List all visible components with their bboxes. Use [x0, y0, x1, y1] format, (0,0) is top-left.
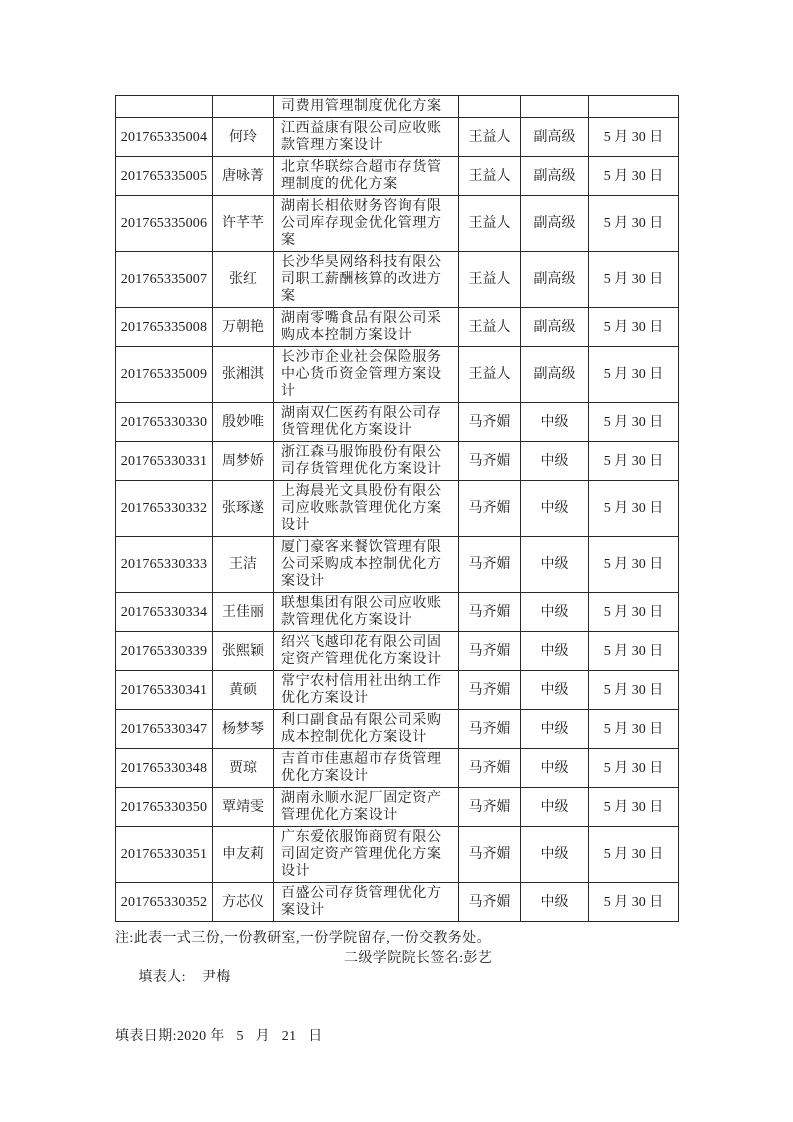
- cell-student-id: 201765335004: [116, 118, 213, 157]
- table-row: [116, 749, 679, 788]
- cell-assign-date: 5 月 30 日: [589, 883, 679, 922]
- cell-student-id: 201765330348: [116, 749, 213, 788]
- table-row: [116, 252, 679, 308]
- cell-student-id: 201765330333: [116, 537, 213, 593]
- cell-student-name: 周梦娇: [213, 442, 274, 481]
- cell-advisor-name: 王益人: [459, 196, 521, 252]
- dean-name: 彭艺: [463, 950, 493, 966]
- cell-thesis-title: 浙江森马服饰股份有限公司存货管理优化方案设计: [274, 442, 459, 481]
- cell-assign-date: 5 月 30 日: [589, 827, 679, 883]
- cell-student-name: 张红: [213, 252, 274, 308]
- cell-student-id: [116, 96, 213, 118]
- footer-notes: [115, 929, 681, 1046]
- cell-student-name: 王佳丽: [213, 593, 274, 632]
- cell-advisor-name: 马齐媚: [459, 442, 521, 481]
- cell-thesis-title: 厦门豪客来餐饮管理有限公司采购成本控制优化方案设计: [274, 537, 459, 593]
- cell-advisor-name: 王益人: [459, 252, 521, 308]
- table-row: [116, 593, 679, 632]
- filler-line: [115, 949, 681, 1027]
- cell-advisor-name: 马齐媚: [459, 403, 521, 442]
- thesis-table-body: [116, 96, 679, 922]
- cell-thesis-title: 利口副食品有限公司采购成本控制优化方案设计: [274, 710, 459, 749]
- cell-assign-date: 5 月 30 日: [589, 157, 679, 196]
- cell-assign-date: 5 月 30 日: [589, 403, 679, 442]
- table-row: [116, 96, 679, 118]
- table-row: [116, 671, 679, 710]
- cell-student-name: 王洁: [213, 537, 274, 593]
- cell-student-name: 许芊芊: [213, 196, 274, 252]
- cell-advisor-name: 马齐媚: [459, 710, 521, 749]
- cell-thesis-title: 联想集团有限公司应收账款管理优化方案设计: [274, 593, 459, 632]
- cell-advisor-level: 中级: [521, 671, 589, 710]
- cell-thesis-title: 广东爱依服饰商贸有限公司固定资产管理优化方案设计: [274, 827, 459, 883]
- cell-advisor-name: 王益人: [459, 308, 521, 347]
- cell-advisor-level: 中级: [521, 403, 589, 442]
- cell-advisor-name: 马齐媚: [459, 481, 521, 537]
- cell-thesis-title: 长沙市企业社会保险服务中心货币资金管理方案设计: [274, 347, 459, 403]
- cell-advisor-level: [521, 96, 589, 118]
- cell-assign-date: 5 月 30 日: [589, 481, 679, 537]
- cell-student-id: 201765335009: [116, 347, 213, 403]
- cell-advisor-level: 中级: [521, 442, 589, 481]
- table-row: [116, 827, 679, 883]
- table-row: [116, 788, 679, 827]
- cell-advisor-level: 副高级: [521, 252, 589, 308]
- filler-name: 尹梅: [201, 970, 231, 985]
- cell-student-id: 201765330351: [116, 827, 213, 883]
- cell-advisor-level: 中级: [521, 827, 589, 883]
- cell-assign-date: 5 月 30 日: [589, 710, 679, 749]
- cell-advisor-level: 中级: [521, 883, 589, 922]
- cell-thesis-title: 湖南永顺水泥厂固定资产管理优化方案设计: [274, 788, 459, 827]
- cell-assign-date: 5 月 30 日: [589, 537, 679, 593]
- cell-student-name: 贾琼: [213, 749, 274, 788]
- cell-thesis-title: 百盛公司存货管理优化方案设计: [274, 883, 459, 922]
- table-row: [116, 118, 679, 157]
- cell-advisor-level: 副高级: [521, 196, 589, 252]
- cell-thesis-title: 常宁农村信用社出纳工作优化方案设计: [274, 671, 459, 710]
- cell-advisor-name: 马齐媚: [459, 827, 521, 883]
- cell-advisor-name: 马齐媚: [459, 749, 521, 788]
- dean-label: 二级学院院长签名:: [344, 950, 464, 966]
- note-text: 注:此表一式三份,一份教研室,一份学院留存,一份交教务处。: [115, 931, 491, 946]
- cell-advisor-level: 中级: [521, 537, 589, 593]
- cell-student-name: [213, 96, 274, 118]
- cell-student-id: 201765330339: [116, 632, 213, 671]
- cell-assign-date: 5 月 30 日: [589, 118, 679, 157]
- cell-advisor-name: 马齐媚: [459, 593, 521, 632]
- cell-student-id: 201765330352: [116, 883, 213, 922]
- cell-advisor-name: [459, 96, 521, 118]
- fill-date-line: 填表日期:2020 年 5 月 21 日: [115, 1028, 323, 1044]
- cell-assign-date: 5 月 30 日: [589, 442, 679, 481]
- cell-advisor-name: 马齐媚: [459, 883, 521, 922]
- table-row: [116, 308, 679, 347]
- cell-student-id: 201765330341: [116, 671, 213, 710]
- cell-student-name: 黄硕: [213, 671, 274, 710]
- cell-advisor-level: 副高级: [521, 157, 589, 196]
- cell-student-id: 201765335006: [116, 196, 213, 252]
- cell-thesis-title: 长沙华昊网络科技有限公司职工薪酬核算的改进方案: [274, 252, 459, 308]
- cell-assign-date: 5 月 30 日: [589, 632, 679, 671]
- cell-student-name: 申友莉: [213, 827, 274, 883]
- cell-student-name: 方芯仪: [213, 883, 274, 922]
- cell-advisor-name: 马齐媚: [459, 671, 521, 710]
- cell-student-name: 唐咏菁: [213, 157, 274, 196]
- cell-student-id: 201765330334: [116, 593, 213, 632]
- cell-student-id: 201765330331: [116, 442, 213, 481]
- cell-student-name: 殷妙唯: [213, 403, 274, 442]
- cell-student-id: 201765330332: [116, 481, 213, 537]
- cell-advisor-level: 副高级: [521, 347, 589, 403]
- table-row: [116, 442, 679, 481]
- cell-student-name: 何玲: [213, 118, 274, 157]
- table-row: [116, 537, 679, 593]
- cell-thesis-title: 绍兴飞越印花有限公司固定资产管理优化方案设计: [274, 632, 459, 671]
- cell-student-name: 张琢遂: [213, 481, 274, 537]
- cell-thesis-title: 湖南双仁医药有限公司存货管理优化方案设计: [274, 403, 459, 442]
- cell-assign-date: 5 月 30 日: [589, 196, 679, 252]
- thesis-assignment-table: [115, 95, 679, 922]
- cell-thesis-title: 湖南零嘴食品有限公司采购成本控制方案设计: [274, 308, 459, 347]
- cell-advisor-level: 中级: [521, 632, 589, 671]
- cell-advisor-name: 马齐媚: [459, 788, 521, 827]
- cell-advisor-level: 副高级: [521, 118, 589, 157]
- cell-assign-date: 5 月 30 日: [589, 308, 679, 347]
- table-row: [116, 347, 679, 403]
- cell-advisor-name: 王益人: [459, 157, 521, 196]
- cell-thesis-title: 上海晨光文具股份有限公司应收账款管理优化方案设计: [274, 481, 459, 537]
- cell-thesis-title: 北京华联综合超市存货管理制度的优化方案: [274, 157, 459, 196]
- cell-student-id: 201765330330: [116, 403, 213, 442]
- cell-advisor-level: 中级: [521, 481, 589, 537]
- table-row: [116, 883, 679, 922]
- cell-assign-date: 5 月 30 日: [589, 788, 679, 827]
- cell-assign-date: 5 月 30 日: [589, 347, 679, 403]
- table-row: [116, 403, 679, 442]
- cell-student-name: 万朝艳: [213, 308, 274, 347]
- cell-advisor-name: 马齐媚: [459, 632, 521, 671]
- cell-advisor-name: 王益人: [459, 118, 521, 157]
- table-row: [116, 710, 679, 749]
- cell-assign-date: 5 月 30 日: [589, 593, 679, 632]
- cell-advisor-level: 中级: [521, 788, 589, 827]
- cell-advisor-name: 王益人: [459, 347, 521, 403]
- cell-assign-date: 5 月 30 日: [589, 252, 679, 308]
- cell-thesis-title: 江西益康有限公司应收账款管理方案设计: [274, 118, 459, 157]
- cell-student-id: 201765335005: [116, 157, 213, 196]
- table-row: [116, 196, 679, 252]
- cell-student-name: 杨梦琴: [213, 710, 274, 749]
- cell-student-id: 201765335008: [116, 308, 213, 347]
- cell-thesis-title: 吉首市佳惠超市存货管理优化方案设计: [274, 749, 459, 788]
- cell-assign-date: [589, 96, 679, 118]
- cell-advisor-name: 马齐媚: [459, 537, 521, 593]
- table-row: [116, 481, 679, 537]
- cell-student-name: 张湘淇: [213, 347, 274, 403]
- table-row: [116, 157, 679, 196]
- cell-assign-date: 5 月 30 日: [589, 671, 679, 710]
- cell-advisor-level: 中级: [521, 749, 589, 788]
- cell-student-name: 覃靖雯: [213, 788, 274, 827]
- document-page: [115, 95, 681, 1046]
- cell-thesis-title: 湖南长相依财务咨询有限公司库存现金优化管理方案: [274, 196, 459, 252]
- cell-advisor-level: 中级: [521, 593, 589, 632]
- cell-assign-date: 5 月 30 日: [589, 749, 679, 788]
- cell-student-id: 201765330350: [116, 788, 213, 827]
- cell-thesis-title: 司费用管理制度优化方案: [274, 96, 459, 118]
- cell-advisor-level: 副高级: [521, 308, 589, 347]
- cell-student-id: 201765335007: [116, 252, 213, 308]
- table-row: [116, 632, 679, 671]
- dean-signature-line: [344, 949, 492, 969]
- filler-label: 填表人:: [138, 970, 186, 985]
- cell-student-id: 201765330347: [116, 710, 213, 749]
- cell-advisor-level: 中级: [521, 710, 589, 749]
- cell-student-name: 张熙颖: [213, 632, 274, 671]
